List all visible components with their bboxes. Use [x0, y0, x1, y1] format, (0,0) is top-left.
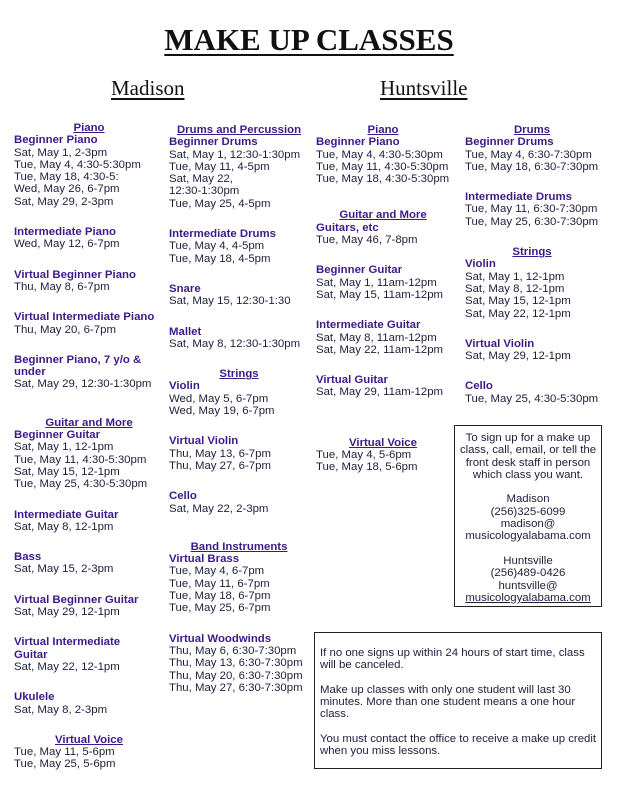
class-time: Thu, May 13, 6:30-7:30pm	[169, 657, 303, 670]
policy-text: will be canceled.	[320, 659, 404, 672]
class-time: Thu, May 8, 6-7pm	[14, 280, 110, 293]
section-heading-drums: Drums	[513, 124, 551, 136]
signup-text: class, call, email, or tell the	[459, 444, 597, 457]
class-title: Intermediate Drums	[169, 228, 276, 241]
huntsville-column-1	[316, 124, 450, 474]
class-time: Tue, May 11, 6-7pm	[169, 577, 270, 590]
class-time: Tue, May 4, 4:30-5:30pm	[14, 158, 141, 171]
class-time: Thu, May 27, 6-7pm	[169, 459, 271, 472]
class-title: Virtual Violin	[169, 435, 239, 448]
class-time: Tue, May 25, 4-5pm	[169, 197, 271, 210]
class-time: Tue, May 4, 4:30-5:30pm	[316, 148, 443, 161]
class-time: Sat, May 22,	[169, 173, 233, 186]
madison-email[interactable]: madison@	[500, 518, 556, 531]
class-time: Thu, May 20, 6-7pm	[14, 323, 116, 336]
class-title: Intermediate Guitar	[316, 319, 421, 332]
policy-text: when you miss lessons.	[320, 745, 441, 758]
class-time: Sat, May 15, 12:30-1:30	[169, 295, 291, 308]
class-time: Tue, May 11, 4-5pm	[169, 160, 270, 173]
class-time: Tue, May 4, 6:30-7:30pm	[465, 148, 592, 161]
class-title: Virtual Guitar	[316, 374, 388, 387]
class-title: Beginner Guitar	[316, 264, 403, 277]
class-title: Beginner Piano	[316, 136, 400, 149]
class-title: Virtual Brass	[169, 553, 240, 566]
class-time: Tue, May 4, 5-6pm	[316, 449, 412, 462]
class-time: Sat, May 15, 11am-12pm	[316, 288, 444, 301]
section-heading-strings: Strings	[512, 246, 552, 259]
class-time: Tue, May 18, 6-7pm	[169, 590, 271, 603]
class-title: Guitar	[14, 648, 48, 661]
class-time: Tue, May 11, 5-6pm	[14, 746, 115, 759]
class-time: Tue, May 18, 5-6pm	[316, 461, 418, 474]
class-time: Wed, May 5, 6-7pm	[169, 392, 269, 405]
class-title: Virtual Beginner Guitar	[14, 593, 139, 606]
class-time: Sat, May 29, 2-3pm	[14, 195, 114, 208]
policy-text: You must contact the office to receive a make up credit	[320, 733, 597, 746]
class-time: Tue, May 46, 7-8pm	[316, 234, 418, 247]
class-title: Beginner Guitar	[14, 429, 101, 442]
class-time: Sat, May 22, 2-3pm	[169, 502, 269, 515]
class-time: Tue, May 11, 4:30-5:30pm	[14, 453, 147, 466]
class-title: Ukulele	[14, 691, 55, 704]
class-time: Sat, May 8, 12-1pm	[14, 520, 114, 533]
class-time: Sat, May 1, 12:30-1:30pm	[169, 148, 301, 161]
class-time: Sat, May 1, 12-1pm	[465, 270, 565, 283]
class-title: Virtual Intermediate Piano	[14, 311, 155, 324]
class-time: Tue, May 18, 4-5pm	[169, 252, 271, 265]
class-time: Sat, May 29, 12-1pm	[14, 606, 120, 619]
huntsville-email[interactable]: huntsville@	[498, 579, 558, 592]
class-time: Sat, May 1, 11am-12pm	[316, 276, 437, 289]
class-time: Wed, May 12, 6-7pm	[14, 238, 120, 251]
madison-column-1	[14, 122, 164, 771]
huntsville-email[interactable]: musicologyalabama.com	[465, 591, 591, 604]
policy-text: class.	[320, 708, 350, 721]
policy-text: Make up classes with only one student will last 30	[320, 683, 571, 696]
section-heading-voice: Virtual Voice	[349, 436, 417, 449]
section-heading-guitar: Guitar and More	[45, 416, 133, 429]
class-time: Tue, May 25, 5-6pm	[14, 758, 116, 771]
class-title: Virtual Beginner Piano	[14, 268, 136, 281]
class-title: Virtual Woodwinds	[169, 632, 272, 645]
class-title: Snare	[169, 282, 201, 295]
class-time: Sat, May 15, 12-1pm	[14, 465, 120, 478]
huntsville-heading: Huntsville	[380, 76, 468, 100]
class-time: Sat, May 22, 12-1pm	[14, 660, 120, 673]
class-time: Tue, May 25, 4:30-5:30pm	[14, 478, 148, 491]
class-time: Tue, May 25, 6:30-7:30pm	[465, 215, 599, 228]
section-heading-band: Band Instruments	[190, 540, 288, 553]
section-heading-strings: Strings	[219, 368, 259, 381]
class-title: Virtual Intermediate	[14, 636, 121, 649]
signup-text: which class you want.	[472, 468, 584, 481]
class-time: Tue, May 25, 6-7pm	[169, 602, 271, 615]
section-heading-drums: Drums and Percussion	[176, 124, 302, 136]
huntsville-phone: (256)489-0426	[490, 567, 566, 580]
section-heading-piano: Piano	[367, 124, 399, 136]
policy-text: minutes. More than one student means a one hour	[320, 696, 576, 709]
class-title: Intermediate Drums	[465, 191, 572, 204]
class-time: Sat, May 29, 12:30-1:30pm	[14, 378, 152, 391]
page-title: MAKE UP CLASSES	[164, 22, 454, 57]
class-title: Intermediate Piano	[14, 226, 116, 239]
class-title: under	[14, 366, 46, 379]
class-time: 12:30-1:30pm	[169, 185, 240, 198]
section-heading-piano: Piano	[73, 122, 105, 134]
class-time: Tue, May 4, 4-5pm	[169, 240, 265, 253]
policy-box	[314, 632, 602, 769]
class-time: Sat, May 29, 11am-12pm	[316, 386, 444, 399]
class-time: Thu, May 27, 6:30-7:30pm	[169, 681, 303, 694]
policy-text: If no one signs up within 24 hours of start time, class	[320, 647, 585, 659]
class-title: Guitars, etc	[316, 221, 379, 234]
class-time: Sat, May 15, 2-3pm	[14, 563, 114, 576]
class-time: Wed, May 26, 6-7pm	[14, 183, 120, 196]
signup-info-box	[454, 425, 602, 607]
class-title: Cello	[465, 380, 493, 393]
class-time: Tue, May 11, 4:30-5:30pm	[316, 160, 449, 173]
signup-text: To sign up for a make up	[465, 432, 591, 444]
madison-column-2	[169, 124, 309, 694]
class-time: Sat, May 8, 2-3pm	[14, 703, 108, 716]
class-time: Sat, May 29, 12-1pm	[465, 350, 571, 363]
class-time: Thu, May 20, 6:30-7:30pm	[169, 669, 303, 682]
section-heading-voice: Virtual Voice	[55, 733, 123, 746]
class-time: Sat, May 1, 2-3pm	[14, 146, 108, 159]
class-title: Violin	[169, 380, 200, 393]
class-time: Tue, May 4, 6-7pm	[169, 565, 265, 578]
madison-phone: (256)325-6099	[490, 505, 566, 518]
class-time: Thu, May 6, 6:30-7:30pm	[169, 644, 297, 657]
class-time: Tue, May 18, 6:30-7:30pm	[465, 160, 599, 173]
class-time: Sat, May 15, 12-1pm	[465, 295, 571, 308]
class-time: Tue, May 18, 4:30-5:	[14, 171, 119, 184]
class-title: Cello	[169, 490, 197, 503]
class-time: Sat, May 22, 12-1pm	[465, 307, 571, 320]
class-title: Beginner Drums	[169, 136, 258, 149]
class-time: Sat, May 8, 12:30-1:30pm	[169, 337, 301, 350]
madison-contact-name: Madison	[506, 493, 550, 506]
class-time: Tue, May 18, 4:30-5:30pm	[316, 173, 450, 186]
class-title: Bass	[14, 551, 42, 564]
class-title: Beginner Piano	[14, 134, 98, 147]
class-time: Sat, May 8, 11am-12pm	[316, 331, 437, 344]
madison-email[interactable]: musicologyalabama.com	[465, 530, 591, 543]
class-time: Thu, May 13, 6-7pm	[169, 447, 271, 460]
class-title: Violin	[465, 258, 496, 271]
class-time: Tue, May 11, 6:30-7:30pm	[465, 203, 598, 216]
huntsville-column-2	[465, 124, 599, 405]
class-title: Beginner Drums	[465, 136, 554, 149]
class-title: Virtual Violin	[465, 337, 535, 350]
class-time: Sat, May 22, 11am-12pm	[316, 343, 444, 356]
class-title: Mallet	[169, 325, 202, 338]
signup-text: front desk staff in person	[465, 456, 591, 469]
class-title: Intermediate Guitar	[14, 508, 119, 521]
class-time: Sat, May 8, 12-1pm	[465, 282, 565, 295]
class-time: Wed, May 19, 6-7pm	[169, 405, 275, 418]
class-time: Tue, May 25, 4:30-5:30pm	[465, 392, 599, 405]
section-heading-guitar: Guitar and More	[339, 209, 427, 222]
class-time: Sat, May 1, 12-1pm	[14, 441, 114, 454]
madison-heading: Madison	[111, 76, 185, 100]
class-title: Beginner Piano, 7 y/o &	[14, 353, 142, 366]
huntsville-contact-name: Huntsville	[503, 554, 553, 567]
